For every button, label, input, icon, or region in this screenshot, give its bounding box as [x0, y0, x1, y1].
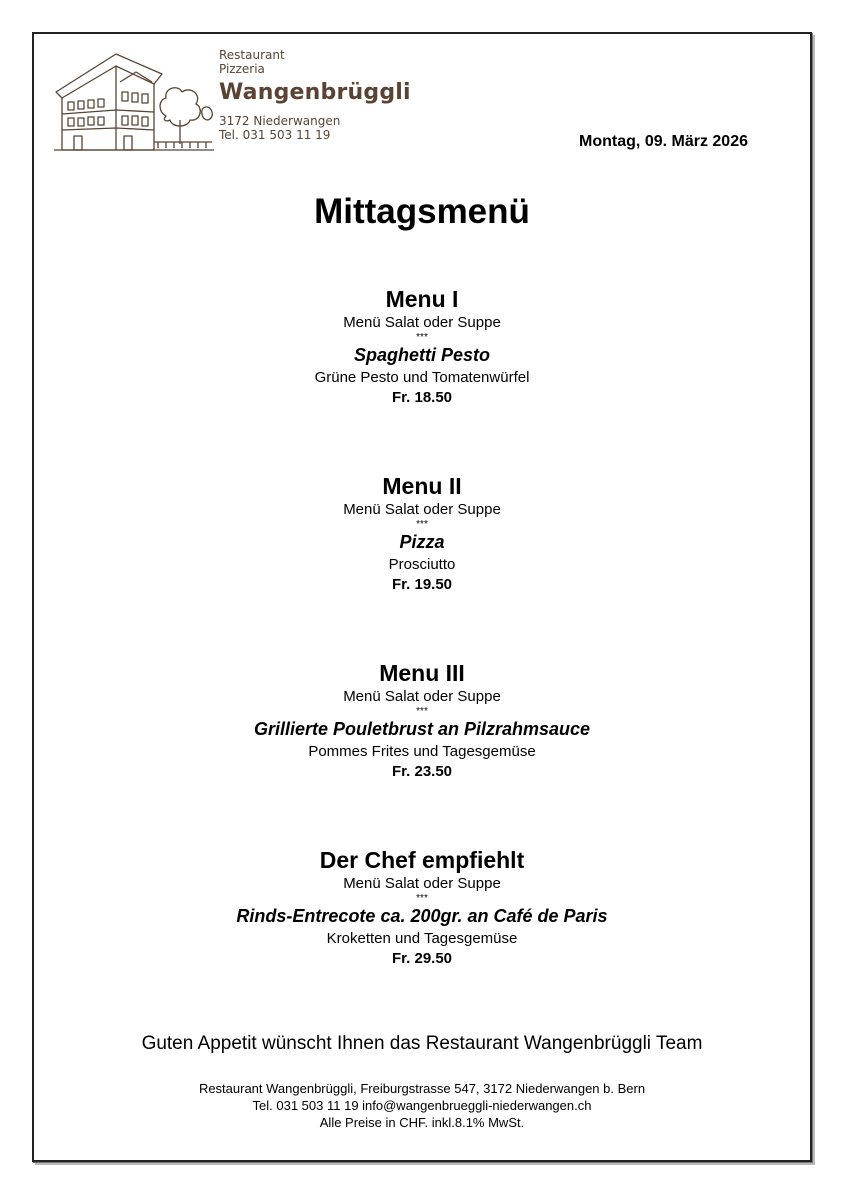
brand-line-restaurant: Restaurant: [219, 48, 285, 62]
menu-section-3: [34, 659, 810, 783]
footer-address: Restaurant Wangenbrüggli, Freiburgstrasse 547, 3172 Niederwangen b. Bern: [198, 1081, 646, 1096]
page-title: Mittagsmenü: [314, 192, 530, 231]
menu-side: Prosciutto: [388, 556, 456, 573]
menu-starter: Menü Salat oder Suppe: [343, 688, 501, 705]
brand-name: Wangenbrüggli: [219, 80, 411, 105]
menu-side: Kroketten und Tagesgemüse: [326, 930, 518, 947]
menu-price: Fr. 19.50: [391, 576, 453, 593]
menu-section-chef: [34, 846, 810, 970]
menu-starter: Menü Salat oder Suppe: [343, 875, 501, 892]
menu-side: Pommes Frites und Tagesgemüse: [308, 743, 536, 760]
menu-heading: Menu I: [385, 286, 459, 312]
menu-heading: Der Chef empfiehlt: [319, 847, 525, 873]
page-footer: [34, 1080, 810, 1131]
menu-separator: ***: [416, 332, 428, 343]
menu-date: Montag, 09. März 2026: [579, 133, 748, 150]
footer-price-note: Alle Preise in CHF. inkl.8.1% MwSt.: [319, 1115, 525, 1130]
menu-side: Grüne Pesto und Tomatenwürfel: [314, 369, 530, 386]
brand-line-pizzeria: Pizzeria: [219, 62, 265, 76]
menu-price: Fr. 23.50: [391, 763, 453, 780]
brand-address: 3172 Niederwangen: [219, 114, 341, 128]
menu-dish: Pizza: [399, 532, 445, 552]
menu-separator: ***: [416, 706, 428, 717]
menu-page: [32, 32, 812, 1162]
restaurant-building-logo-icon: [54, 44, 214, 154]
menu-section-2: [34, 472, 810, 596]
menu-price: Fr. 29.50: [391, 950, 453, 967]
menu-section-1: [34, 285, 810, 409]
greeting-text: Guten Appetit wünscht Ihnen das Restaurant Wangenbrüggli Team: [141, 1033, 703, 1054]
menu-dish: Spaghetti Pesto: [353, 345, 491, 365]
menu-price: Fr. 18.50: [391, 389, 453, 406]
menu-dish: Grillierte Pouletbrust an Pilzrahmsauce: [253, 719, 591, 739]
menu-starter: Menü Salat oder Suppe: [343, 501, 501, 518]
menu-dish: Rinds-Entrecote ca. 200gr. an Café de Paris: [236, 906, 608, 926]
brand-phone: Tel. 031 503 11 19: [219, 128, 331, 142]
footer-contact: Tel. 031 503 11 19 info@wangenbrueggli-niederwangen.ch: [252, 1098, 592, 1113]
menu-starter: Menü Salat oder Suppe: [343, 314, 501, 331]
menu-heading: Menu III: [379, 660, 465, 686]
menu-separator: ***: [416, 519, 428, 530]
menu-separator: ***: [416, 893, 428, 904]
menu-heading: Menu II: [382, 473, 462, 499]
restaurant-brand: [219, 48, 411, 142]
